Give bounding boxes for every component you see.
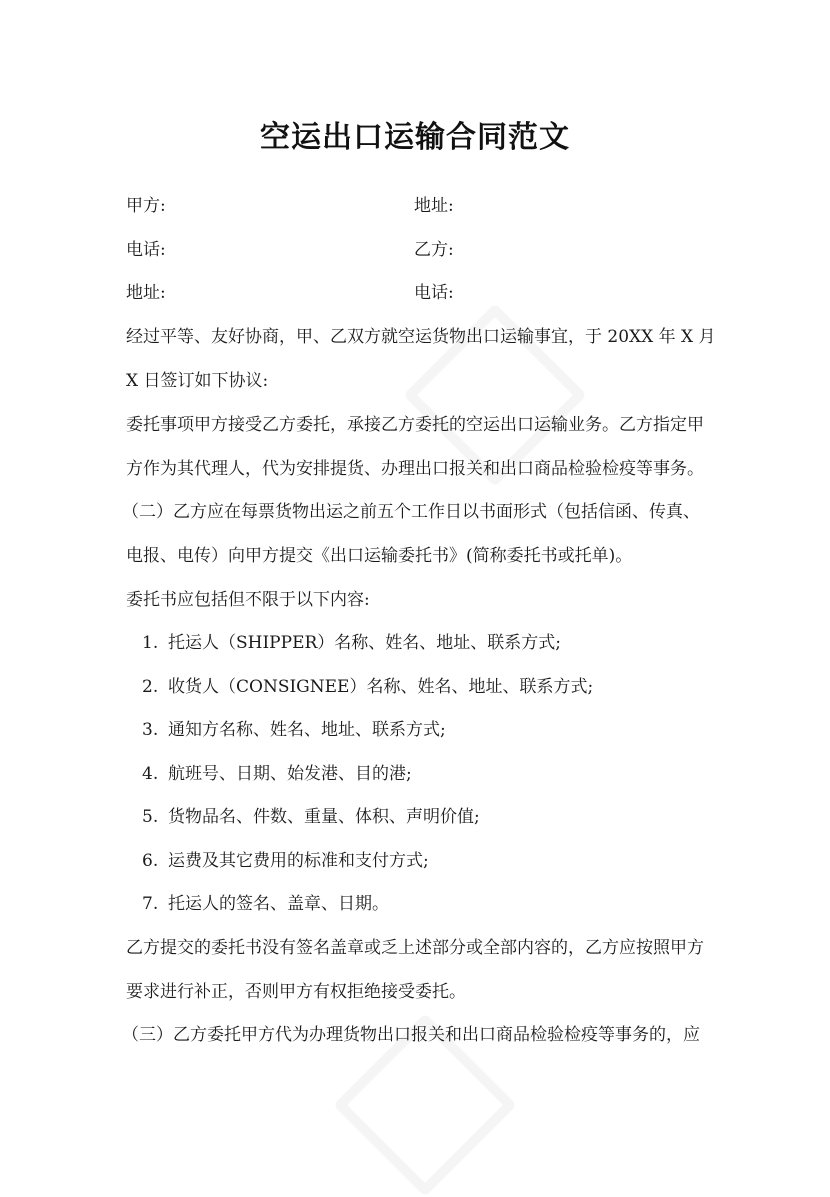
content-intro: 委托书应包括但不限于以下内容: xyxy=(126,590,370,610)
address-label-right: 地址: xyxy=(414,196,454,216)
intro-paragraph-line: 经过平等、友好协商，甲、乙双方就空运货物出口运输事宜，于 20XX 年 X 月 xyxy=(126,327,716,347)
page-title: 空运出口运输合同范文 xyxy=(260,120,570,155)
list-item-number: 7. xyxy=(142,894,159,914)
list-item: 通知方名称、姓名、地址、联系方式; xyxy=(168,720,446,740)
supplement-paragraph-line: 乙方提交的委托书没有签名盖章或乏上述部分或全部内容的，乙方应按照甲方 xyxy=(126,938,704,958)
list-item-number: 1. xyxy=(142,633,159,653)
clause-2-line: 电报、电传）向甲方提交《出口运输委托书》(简称委托书或托单)。 xyxy=(126,546,633,566)
list-item-number: 3. xyxy=(142,720,159,740)
address-label-left: 地址: xyxy=(126,283,166,303)
list-item-number: 2. xyxy=(142,677,159,697)
list-item-number: 5. xyxy=(142,807,159,827)
list-item: 收货人（CONSIGNEE）名称、姓名、地址、联系方式; xyxy=(168,677,594,697)
intro-paragraph-line: X 日签订如下协议: xyxy=(126,371,269,391)
entrust-paragraph-line: 方作为其代理人，代为安排提货、办理出口报关和出口商品检验检疫等事务。 xyxy=(126,459,704,479)
list-item: 货物品名、件数、重量、体积、声明价值; xyxy=(168,807,480,827)
list-item-number: 6. xyxy=(142,851,159,871)
clause-3-line: （三）乙方委托甲方代为办理货物出口报关和出口商品检验检疫等事务的，应 xyxy=(122,1025,700,1045)
party-b-label: 乙方: xyxy=(414,240,454,260)
supplement-paragraph-line: 要求进行补正，否则甲方有权拒绝接受委托。 xyxy=(126,982,466,1002)
list-item: 航班号、日期、始发港、目的港; xyxy=(168,764,412,784)
party-a-label: 甲方: xyxy=(126,196,166,216)
list-item: 托运人（SHIPPER）名称、姓名、地址、联系方式; xyxy=(168,633,561,653)
phone-label-right: 电话: xyxy=(414,283,454,303)
list-item-number: 4. xyxy=(142,764,159,784)
list-item: 托运人的签名、盖章、日期。 xyxy=(168,894,389,914)
phone-label-left: 电话: xyxy=(126,240,166,260)
list-item: 运费及其它费用的标准和支付方式; xyxy=(168,851,429,871)
clause-2-line: （二）乙方应在每票货物出运之前五个工作日以书面形式（包括信函、传真、 xyxy=(122,502,700,522)
entrust-paragraph-line: 委托事项甲方接受乙方委托，承接乙方委托的空运出口运输业务。乙方指定甲 xyxy=(126,415,704,435)
